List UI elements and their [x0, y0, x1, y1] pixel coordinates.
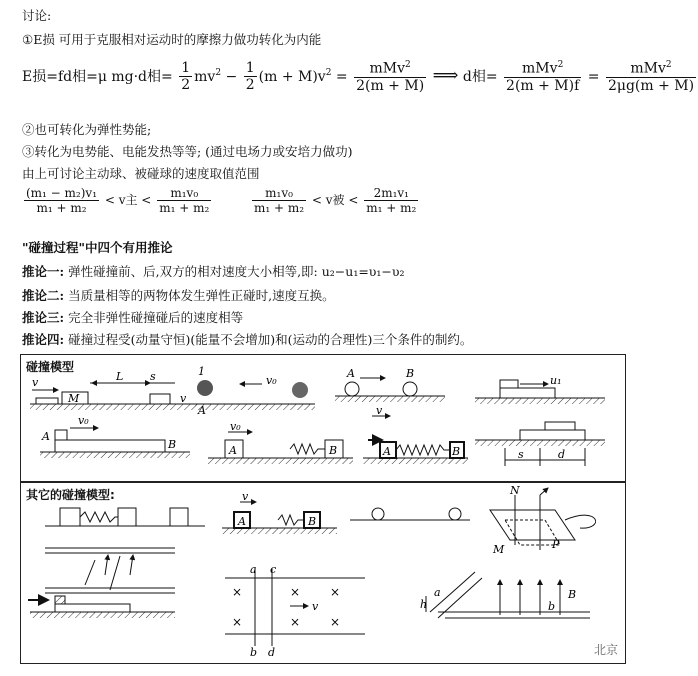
- inference-2: 推论二: 当质量相等的两物体发生弹性正碰时,速度互换。: [22, 288, 335, 303]
- label-a-2: a: [434, 586, 441, 599]
- inferences-title: "碰撞过程"中四个有用推论: [22, 240, 173, 255]
- label-v-3: v: [376, 404, 383, 417]
- struck-ball-range: $\frac{\text{m₁v₀}}{\text{m₁ + m₂}}$ < v被 < $\frac{\text{2m₁v₁}}{\text{m₁ + m₂}}$: [254, 186, 417, 215]
- discussion-item-1: ①E损 可用于克服相对运动时的摩擦力做功转化为内能: [22, 32, 322, 47]
- label-h: h: [420, 598, 428, 611]
- label-v: v: [32, 376, 39, 389]
- long-board-diagram: [40, 414, 190, 458]
- inference-1: 推论一: 弹性碰撞前、后,双方的相对速度大小相等,即: u₂−u₁=υ₁−υ₂: [22, 264, 405, 279]
- curved-rail-field: [420, 572, 590, 618]
- label-B-2: B: [168, 438, 177, 451]
- label-s-2: s: [518, 448, 524, 461]
- block-slide-diagram: [30, 370, 200, 410]
- svg-text:×: ×: [290, 615, 301, 629]
- svg-text:×: ×: [330, 615, 341, 629]
- label-L: L: [116, 370, 124, 383]
- label-1: 1: [198, 365, 205, 378]
- svg-text:×: ×: [232, 615, 243, 629]
- svg-text:×: ×: [290, 585, 301, 599]
- active-ball-range: $\frac{\text{(m₁ − m₂)v₁}}{\text{m₁ + m₂}}$ < v主 < $\frac{\text{m₁v₀}}{\text{m₁ + m₂}}$: [26, 186, 210, 215]
- three-blocks-spring: [45, 508, 205, 526]
- label-u1: u₁: [550, 374, 562, 387]
- label-v0-2: v₀: [78, 414, 89, 427]
- label-v0: v₀: [266, 374, 277, 387]
- spring-ab-diagram-2: [363, 404, 468, 464]
- label-a: a: [250, 563, 257, 576]
- ab-balls-diagram: [335, 367, 445, 402]
- collision-models-title: 碰撞模型: [26, 360, 75, 374]
- magnetic-field-rails: [225, 563, 365, 659]
- label-A-6: A: [238, 515, 246, 528]
- other-models-title: 其它的碰撞模型:: [26, 488, 115, 502]
- ab-spring-other: [222, 490, 337, 534]
- implies-arrow: ⟹: [432, 64, 459, 86]
- label-b: b: [250, 646, 258, 659]
- two-balls-track: [350, 508, 470, 520]
- label-A-5: A: [383, 445, 391, 458]
- energy-loss-formula: E损=fd相=μ mg·d相= $\frac{1}{2}$ $mv^2$ − $\frac{1}{2}$ $(m + M)v^2$ = $\frac{mMv^2}{2(m + M)}$ ⟹ d相= $\frac{mMv^2}{2(m + M)f}$ = $\frac{mMv^2}{2\mu g(m + M)}$: [22, 60, 695, 94]
- label-M: M: [68, 392, 80, 405]
- label-A-2: A: [347, 367, 355, 380]
- svg-text:×: ×: [330, 585, 341, 599]
- label-v0-3: v₀: [230, 420, 241, 433]
- label-c: c: [270, 563, 277, 576]
- discussion-heading: 讨论:: [22, 8, 52, 23]
- parallel-rails-diagram: [28, 548, 175, 618]
- label-B-6: B: [568, 588, 577, 601]
- label-d-2: d: [268, 646, 276, 659]
- label-A-4: A: [229, 444, 237, 457]
- inference-4: 推论四: 碰撞过程受(动量守恒)(能量不会增加)和(运动的合理性)三个条件的制约。: [22, 332, 473, 347]
- board-block-diagram: [475, 374, 605, 404]
- label-s: s: [150, 370, 156, 383]
- formula-lhs: E损=fd相=μ mg·d相=: [22, 68, 173, 85]
- spring-ab-diagram: [208, 420, 353, 464]
- inference-3: 推论三: 完全非弹性碰撞碰后的速度相等: [22, 310, 244, 325]
- label-v-5: v: [312, 600, 319, 613]
- watermark: 北京: [593, 643, 618, 657]
- range-intro: 由上可讨论主动球、被碰球的速度取值范围: [22, 166, 260, 181]
- label-M-2: M: [493, 543, 505, 556]
- label-v-4: v: [242, 490, 249, 503]
- label-v-2: v: [180, 392, 187, 405]
- label-B-1: B: [406, 367, 415, 380]
- label-B-5: B: [308, 515, 317, 528]
- balls-diagram: [195, 365, 315, 417]
- label-A-1: A: [198, 404, 206, 417]
- label-P: P: [552, 538, 560, 551]
- label-d-1: d: [558, 448, 566, 461]
- label-N: N: [510, 484, 520, 497]
- label-B-4: B: [452, 445, 461, 458]
- rail-loop-diagram: [490, 484, 596, 556]
- svg-text:×: ×: [232, 585, 243, 599]
- label-b-2: b: [548, 600, 556, 613]
- discussion-item-2: ②也可转化为弹性势能;: [22, 122, 152, 137]
- sd-board-diagram: [475, 422, 605, 466]
- label-A-3: A: [42, 430, 50, 443]
- discussion-item-3: ③转化为电势能、电能发热等等; (通过电场力或安培力做功): [22, 144, 353, 159]
- label-B-3: B: [329, 444, 338, 457]
